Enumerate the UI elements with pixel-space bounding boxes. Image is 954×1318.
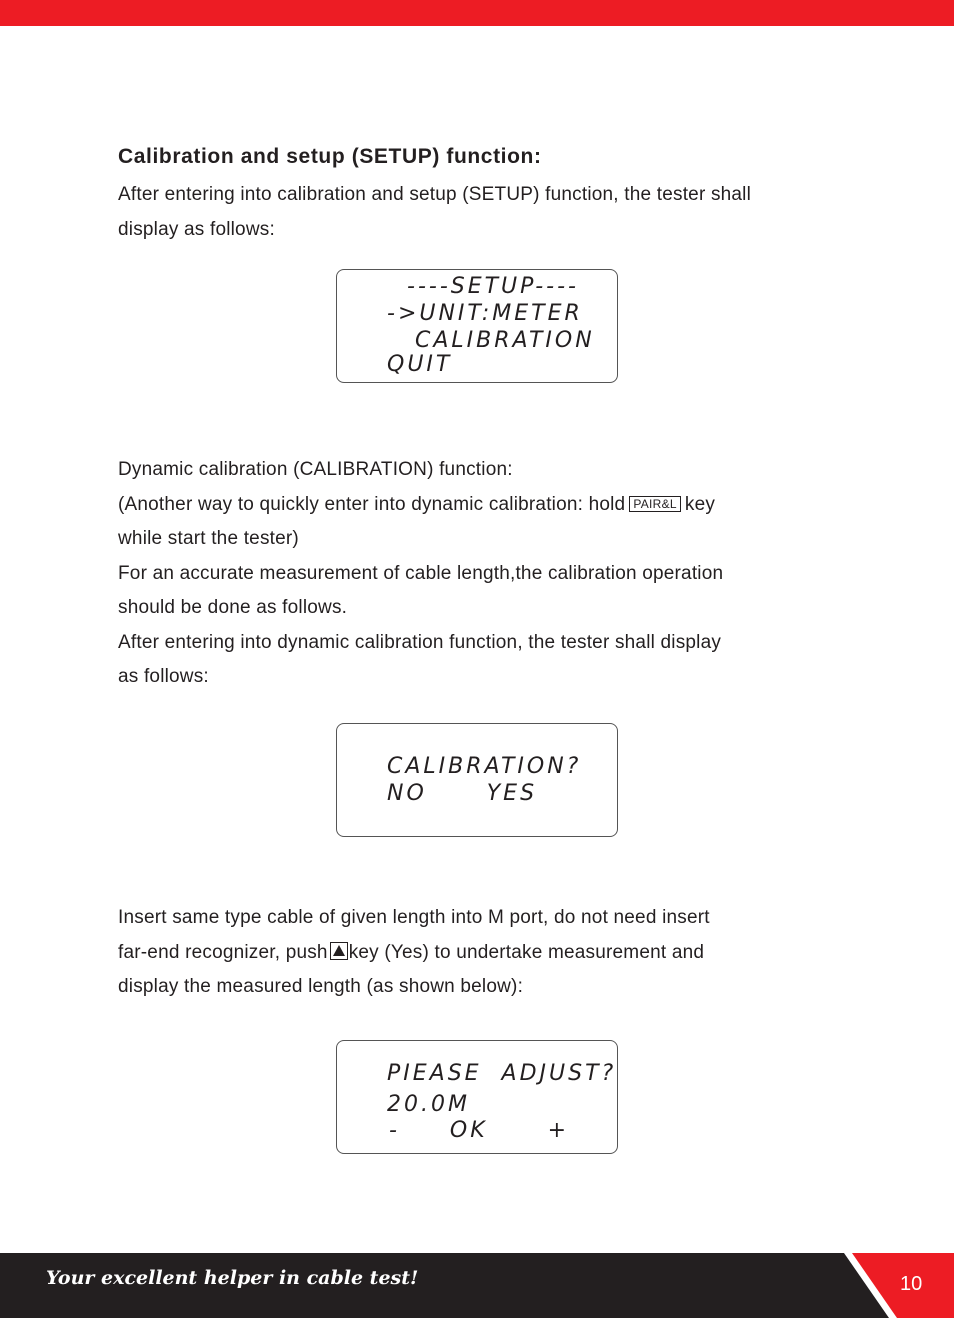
lcd-adjust-options: - OK + bbox=[389, 1118, 570, 1143]
lcd-adjust-length: 20.0M bbox=[387, 1092, 470, 1117]
insert-line-2 bbox=[118, 936, 878, 971]
dyn-line-2-key-word: key bbox=[684, 493, 716, 515]
lcd-adjust-display bbox=[336, 1040, 618, 1154]
lcd-calibration-prompt: CALIBRATION? bbox=[387, 754, 582, 779]
dyn-line-2-text: (Another way to quickly enter into dynamic calibration: hold bbox=[118, 493, 626, 515]
dyn-line-6: After entering into dynamic calibration function, the tester shall display bbox=[118, 631, 722, 653]
lcd-adjust-prompt: PIEASE ADJUST? bbox=[387, 1061, 617, 1086]
insert-line-2-rest: key (Yes) to undertake measurement and bbox=[348, 941, 705, 963]
lcd-setup-title: ----SETUP---- bbox=[407, 274, 579, 299]
lcd-calibration-options: NO YES bbox=[387, 781, 538, 806]
dyn-line-4: For an accurate measurement of cable length,the calibration operation bbox=[118, 562, 724, 584]
dyn-line-1: Dynamic calibration (CALIBRATION) function: bbox=[118, 459, 513, 480]
dyn-line-2 bbox=[118, 488, 878, 523]
dyn-line-3: while start the tester) bbox=[118, 528, 299, 549]
insert-cable-text bbox=[118, 901, 878, 1005]
insert-line-2-text: far-end recognizer, push bbox=[118, 941, 328, 963]
insert-line-1: Insert same type cable of given length into M port, do not need insert bbox=[118, 907, 710, 928]
intro-line-2: display as follows: bbox=[118, 218, 275, 240]
up-arrow-key-icon bbox=[330, 942, 348, 960]
section-heading: Calibration and setup (SETUP) function: bbox=[118, 145, 542, 168]
lcd-setup-unit: ->UNIT:METER bbox=[387, 301, 583, 326]
dynamic-calibration-text bbox=[118, 453, 878, 695]
insert-line-3: display the measured length (as shown below): bbox=[118, 976, 524, 997]
pair-l-key-icon: PAIR&L bbox=[629, 496, 681, 512]
lcd-calibration-display bbox=[336, 723, 618, 837]
page-content bbox=[118, 142, 878, 247]
dyn-line-7: as follows: bbox=[118, 666, 209, 687]
top-accent-bar bbox=[0, 0, 954, 26]
lcd-setup-calibration: CALIBRATION bbox=[415, 328, 595, 353]
intro-line-1: After entering into calibration and setup (SETUP) function, the tester shall bbox=[118, 184, 752, 205]
lcd-setup-quit: QUIT bbox=[387, 352, 453, 377]
dyn-line-5: should be done as follows. bbox=[118, 597, 348, 618]
page-number: 10 bbox=[900, 1273, 923, 1295]
footer-tagline: Your excellent helper in cable test! bbox=[46, 1267, 419, 1289]
footer-bar bbox=[0, 1253, 954, 1318]
lcd-setup-display bbox=[336, 269, 618, 383]
